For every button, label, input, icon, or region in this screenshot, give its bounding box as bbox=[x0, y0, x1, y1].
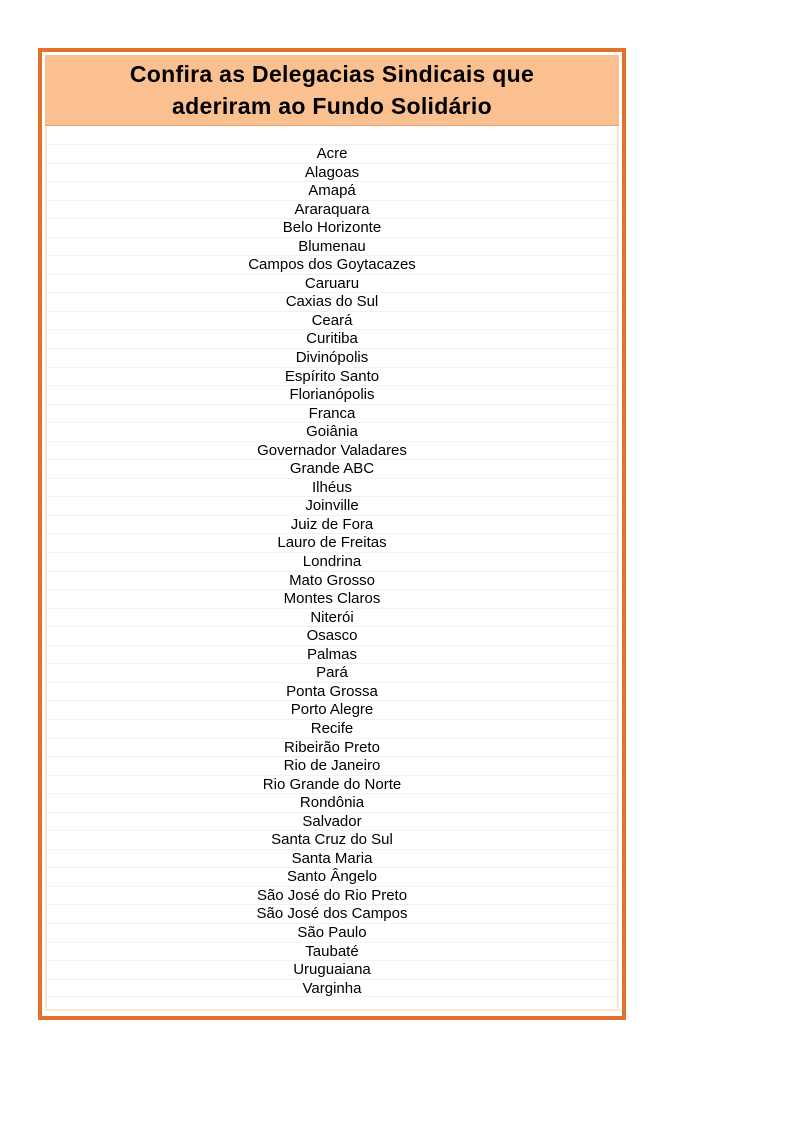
list-item: Florianópolis bbox=[47, 385, 617, 404]
list-item: Belo Horizonte bbox=[47, 218, 617, 237]
list-item: Caruaru bbox=[47, 274, 617, 293]
list-item: Juiz de Fora bbox=[47, 515, 617, 534]
list-item: São José dos Campos bbox=[47, 904, 617, 923]
list-item: Londrina bbox=[47, 552, 617, 571]
list-item: Ceará bbox=[47, 311, 617, 330]
list-item: Espírito Santo bbox=[47, 367, 617, 386]
list-item: Araraquara bbox=[47, 200, 617, 219]
list-item: Taubaté bbox=[47, 942, 617, 961]
list-item: Rio Grande do Norte bbox=[47, 775, 617, 794]
list-item: Porto Alegre bbox=[47, 700, 617, 719]
list-item: Niterói bbox=[47, 608, 617, 627]
list-item: Caxias do Sul bbox=[47, 292, 617, 311]
list-item: Pará bbox=[47, 663, 617, 682]
list-item: Ponta Grossa bbox=[47, 682, 617, 701]
list-item: Ilhéus bbox=[47, 478, 617, 497]
list-item: Acre bbox=[47, 144, 617, 163]
list-item: Governador Valadares bbox=[47, 441, 617, 460]
document-title bbox=[130, 58, 534, 122]
document-header bbox=[45, 55, 619, 126]
list-item: Blumenau bbox=[47, 237, 617, 256]
list-item: Rio de Janeiro bbox=[47, 756, 617, 775]
list-item: São José do Rio Preto bbox=[47, 886, 617, 905]
list-item: Salvador bbox=[47, 812, 617, 831]
list-item: Goiânia bbox=[47, 422, 617, 441]
document-frame bbox=[38, 48, 626, 1020]
list-item: Varginha bbox=[47, 979, 617, 998]
list-item: Ribeirão Preto bbox=[47, 738, 617, 757]
list-item: Recife bbox=[47, 719, 617, 738]
list-container bbox=[45, 127, 619, 1011]
list-item: Amapá bbox=[47, 181, 617, 200]
list-item: Joinville bbox=[47, 496, 617, 515]
list-item: Campos dos Goytacazes bbox=[47, 255, 617, 274]
list-item: Palmas bbox=[47, 645, 617, 664]
list-item: Alagoas bbox=[47, 163, 617, 182]
list-item: Uruguaiana bbox=[47, 960, 617, 979]
list-item: Osasco bbox=[47, 626, 617, 645]
list-item: Franca bbox=[47, 404, 617, 423]
title-line-1: Confira as Delegacias Sindicais que bbox=[129, 61, 535, 87]
list-item: Grande ABC bbox=[47, 459, 617, 478]
list-item: Mato Grosso bbox=[47, 571, 617, 590]
list-item: São Paulo bbox=[47, 923, 617, 942]
list-item: Santo Ângelo bbox=[47, 867, 617, 886]
list-item: Santa Cruz do Sul bbox=[47, 830, 617, 849]
list-item: Rondônia bbox=[47, 793, 617, 812]
list-item: Curitiba bbox=[47, 329, 617, 348]
delegacias-list bbox=[47, 144, 617, 997]
list-item: Divinópolis bbox=[47, 348, 617, 367]
list-item: Montes Claros bbox=[47, 589, 617, 608]
list-item: Santa Maria bbox=[47, 849, 617, 868]
list-item: Lauro de Freitas bbox=[47, 533, 617, 552]
title-line-2: aderiram ao Fundo Solidário bbox=[172, 93, 492, 119]
